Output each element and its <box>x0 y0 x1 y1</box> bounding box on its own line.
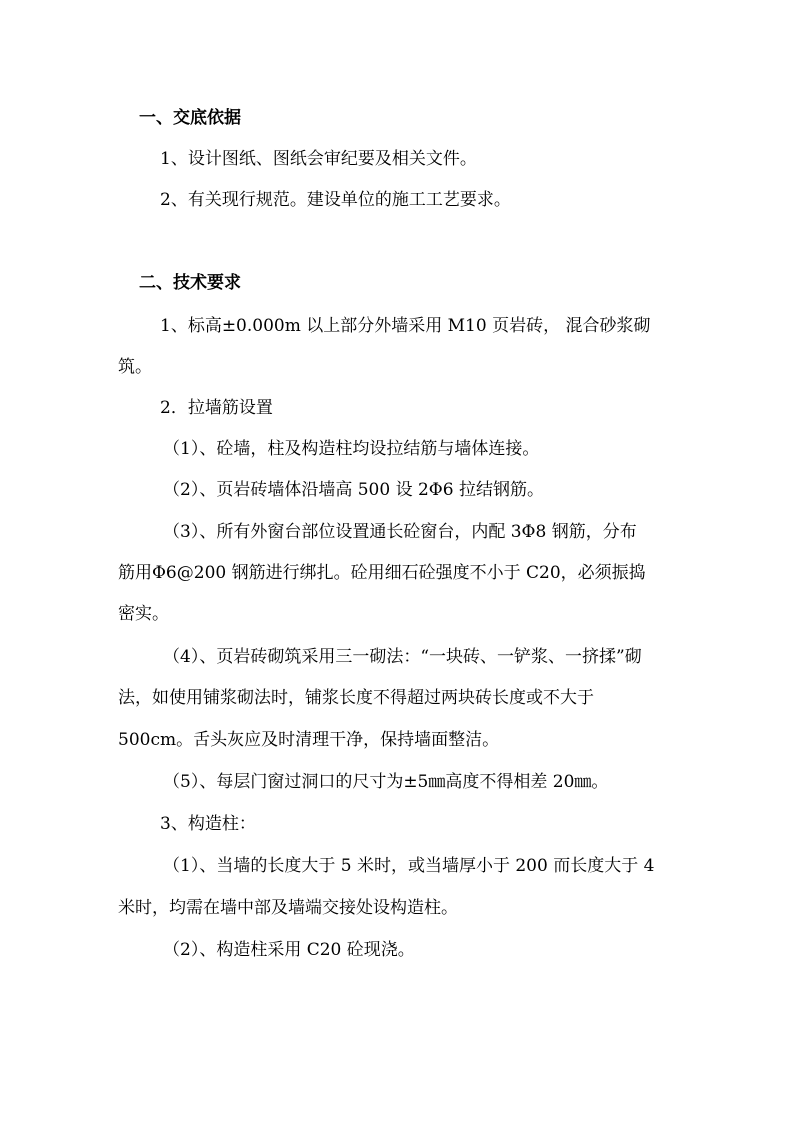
tech-item-3-sub-1-line-2: 米时，均需在墙中部及墙端交接处设构造柱。 <box>118 898 458 918</box>
tech-item-3-title: 3、构造柱： <box>160 814 256 834</box>
basis-item-2: 2、有关现行规范。建设单位的施工工艺要求。 <box>160 190 511 210</box>
tech-item-2-sub-3-line-2: 筋用Φ6@200 钢筋进行绑扎。砼用细石砼强度不小于 C20，必须振捣 <box>118 563 646 583</box>
tech-item-2-sub-4-line-1: （4）、页岩砖砌筑采用三一砌法：“一块砖、一铲浆、一挤揉”砌 <box>163 647 642 667</box>
tech-item-3-sub-1-line-1: （1）、当墙的长度大于 5 米时，或当墙厚小于 200 而长度大于 4 <box>163 856 655 876</box>
tech-item-2-sub-4-line-3: 500cm。舌头灰应及时清理干净，保持墙面整洁。 <box>118 730 500 750</box>
tech-item-2-sub-4-line-2: 法，如使用铺浆砌法时，铺浆长度不得超过两块砖长度或不大于 <box>118 688 594 708</box>
tech-item-2-sub-2: （2）、页岩砖墙体沿墙高 500 设 2Φ6 拉结钢筋。 <box>163 480 544 500</box>
tech-item-2-sub-3-line-1: （3）、所有外窗台部位设置通长砼窗台，内配 3Φ8 钢筋，分布 <box>163 522 637 542</box>
basis-item-1: 1、设计图纸、图纸会审纪要及相关文件。 <box>160 149 477 169</box>
tech-item-2-sub-3-line-3: 密实。 <box>118 604 169 624</box>
tech-item-2-title: 2．拉墙筋设置 <box>160 398 273 418</box>
tech-item-3-sub-2: （2）、构造柱采用 C20 砼现浇。 <box>163 940 415 960</box>
tech-item-1-line-1: 1、标高±0.000m 以上部分外墙采用 M10 页岩砖， 混合砂浆砌 <box>160 316 651 336</box>
section-heading-technical: 二、技术要求 <box>139 273 241 293</box>
tech-item-2-sub-5: （5）、每层门窗过洞口的尺寸为±5㎜高度不得相差 20㎜。 <box>163 772 609 792</box>
tech-item-1-line-2: 筑。 <box>118 357 152 377</box>
section-heading-basis: 一、交底依据 <box>139 108 241 128</box>
tech-item-2-sub-1: （1）、砼墙，柱及构造柱均设拉结筋与墙体连接。 <box>163 439 540 459</box>
